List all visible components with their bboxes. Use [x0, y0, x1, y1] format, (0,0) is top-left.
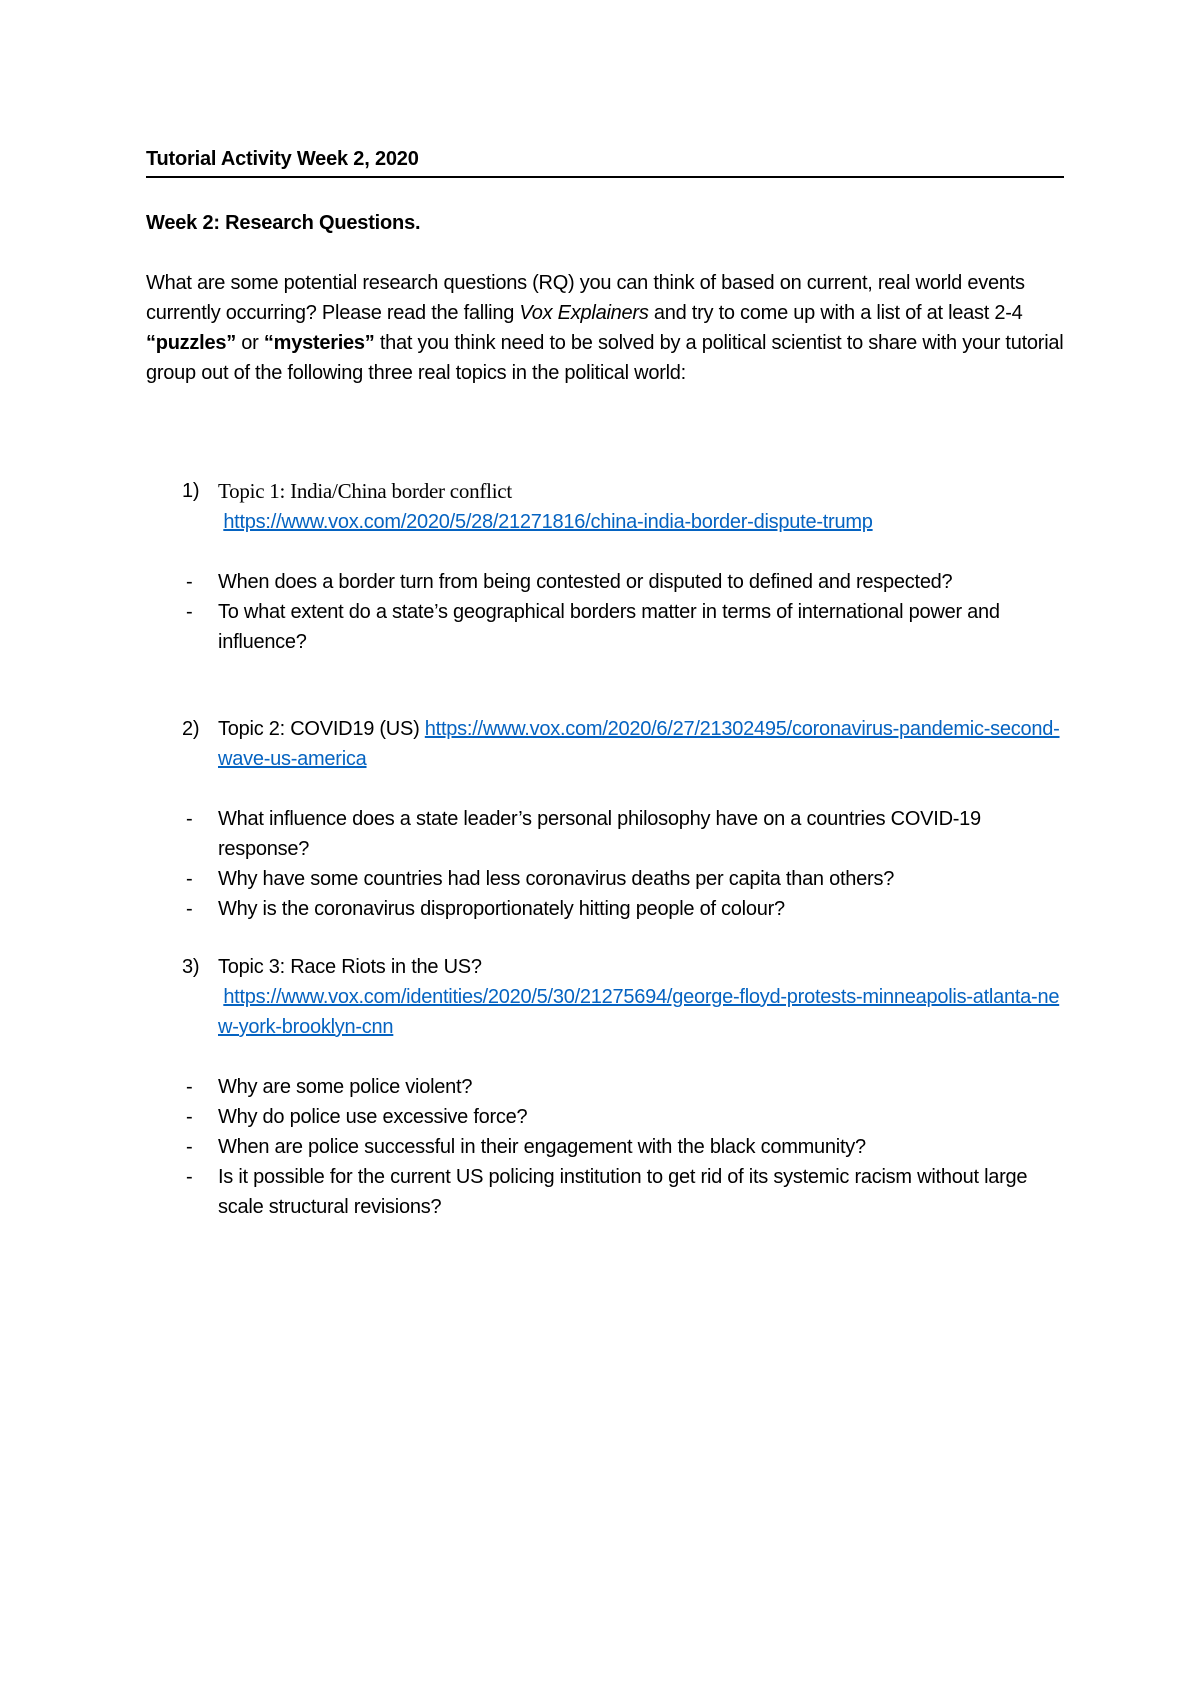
topic-1-link-line	[146, 507, 1064, 537]
topic-3-label: Topic 3: Race Riots in the US?	[218, 956, 482, 978]
topic-1-link[interactable]: https://www.vox.com/2020/5/28/21271816/china-india-border-dispute-trump	[223, 511, 873, 533]
intro-text-3: or	[236, 332, 264, 354]
question-text: To what extent do a state’s geographical borders matter in terms of international power and influence?	[218, 601, 1000, 653]
list-item	[146, 597, 1064, 657]
question-text: When does a border turn from being contested or disputed to defined and respected?	[218, 571, 953, 593]
list-item	[146, 1162, 1064, 1222]
bullet-dash: -	[186, 1166, 193, 1188]
topic-3-heading	[146, 952, 1064, 982]
intro-bold-puzzles: “puzzles”	[146, 332, 236, 354]
question-text: Why have some countries had less coronavirus deaths per capita than others?	[218, 868, 895, 890]
topic-3-link-line	[146, 982, 1064, 1042]
topic-2-questions	[146, 804, 1064, 924]
list-item	[146, 1072, 1064, 1102]
bullet-dash: -	[186, 808, 193, 830]
intro-bold-mysteries: “mysteries”	[263, 332, 375, 354]
topic-2-block	[146, 714, 1064, 924]
bullet-dash: -	[186, 868, 193, 890]
question-text: Why is the coronavirus disproportionately hitting people of colour?	[218, 898, 785, 920]
question-text: Is it possible for the current US policing institution to get rid of its systemic racism without large scale structural revisions?	[218, 1166, 1028, 1218]
title-underline	[146, 176, 1064, 178]
document-title: Tutorial Activity Week 2, 2020	[146, 148, 419, 170]
intro-italic-source: Vox Explainers	[519, 302, 649, 324]
intro-text-1: What are some potential research questions (RQ) you can think of based on current, real world events currently occurring? Please read the falling	[146, 272, 1025, 324]
bullet-dash: -	[186, 1076, 193, 1098]
list-item	[146, 1102, 1064, 1132]
bullet-dash: -	[186, 571, 193, 593]
question-text: Why are some police violent?	[218, 1076, 473, 1098]
bullet-dash: -	[186, 898, 193, 920]
question-text: Why do police use excessive force?	[218, 1106, 528, 1128]
list-item	[146, 804, 1064, 864]
topic-3-number: 3)	[182, 956, 200, 978]
topic-3-link[interactable]: https://www.vox.com/identities/2020/5/30/21275694/george-floyd-protests-minneapolis-atlanta-new-york-brooklyn-cnn	[218, 986, 1060, 1038]
topic-2-number: 2)	[182, 718, 200, 740]
intro-paragraph	[146, 268, 1064, 388]
list-item	[146, 567, 1064, 597]
question-text: When are police successful in their engagement with the black community?	[218, 1136, 866, 1158]
list-item	[146, 1132, 1064, 1162]
topic-3-block	[146, 952, 1064, 1222]
topic-1-block	[146, 476, 1064, 657]
topic-2-label: Topic 2: COVID19 (US)	[218, 718, 420, 740]
list-item	[146, 864, 1064, 894]
topic-2-heading	[146, 714, 1064, 774]
topic-1-heading	[146, 476, 1064, 507]
topic-2-link[interactable]: https://www.vox.com/2020/6/27/21302495/coronavirus-pandemic-second-wave-us-america	[218, 718, 1060, 770]
bullet-dash: -	[186, 1136, 193, 1158]
list-item	[146, 894, 1064, 924]
topic-3-questions	[146, 1072, 1064, 1222]
topic-1-questions	[146, 567, 1064, 657]
question-text: What influence does a state leader’s personal philosophy have on a countries COVID-19 response?	[218, 808, 981, 860]
topic-1-number: 1)	[182, 480, 200, 502]
intro-text-2: and try to come up with a list of at least 2-4	[648, 302, 1023, 324]
bullet-dash: -	[186, 601, 193, 623]
intro-text-4: that you think need to be solved by a political scientist to share with your tutorial group out of the following three real topics in the political world:	[146, 332, 1064, 384]
bullet-dash: -	[186, 1106, 193, 1128]
section-heading: Week 2: Research Questions.	[146, 212, 421, 234]
document-page	[146, 0, 1064, 1698]
topic-1-label: Topic 1: India/China border conflict	[218, 479, 512, 503]
